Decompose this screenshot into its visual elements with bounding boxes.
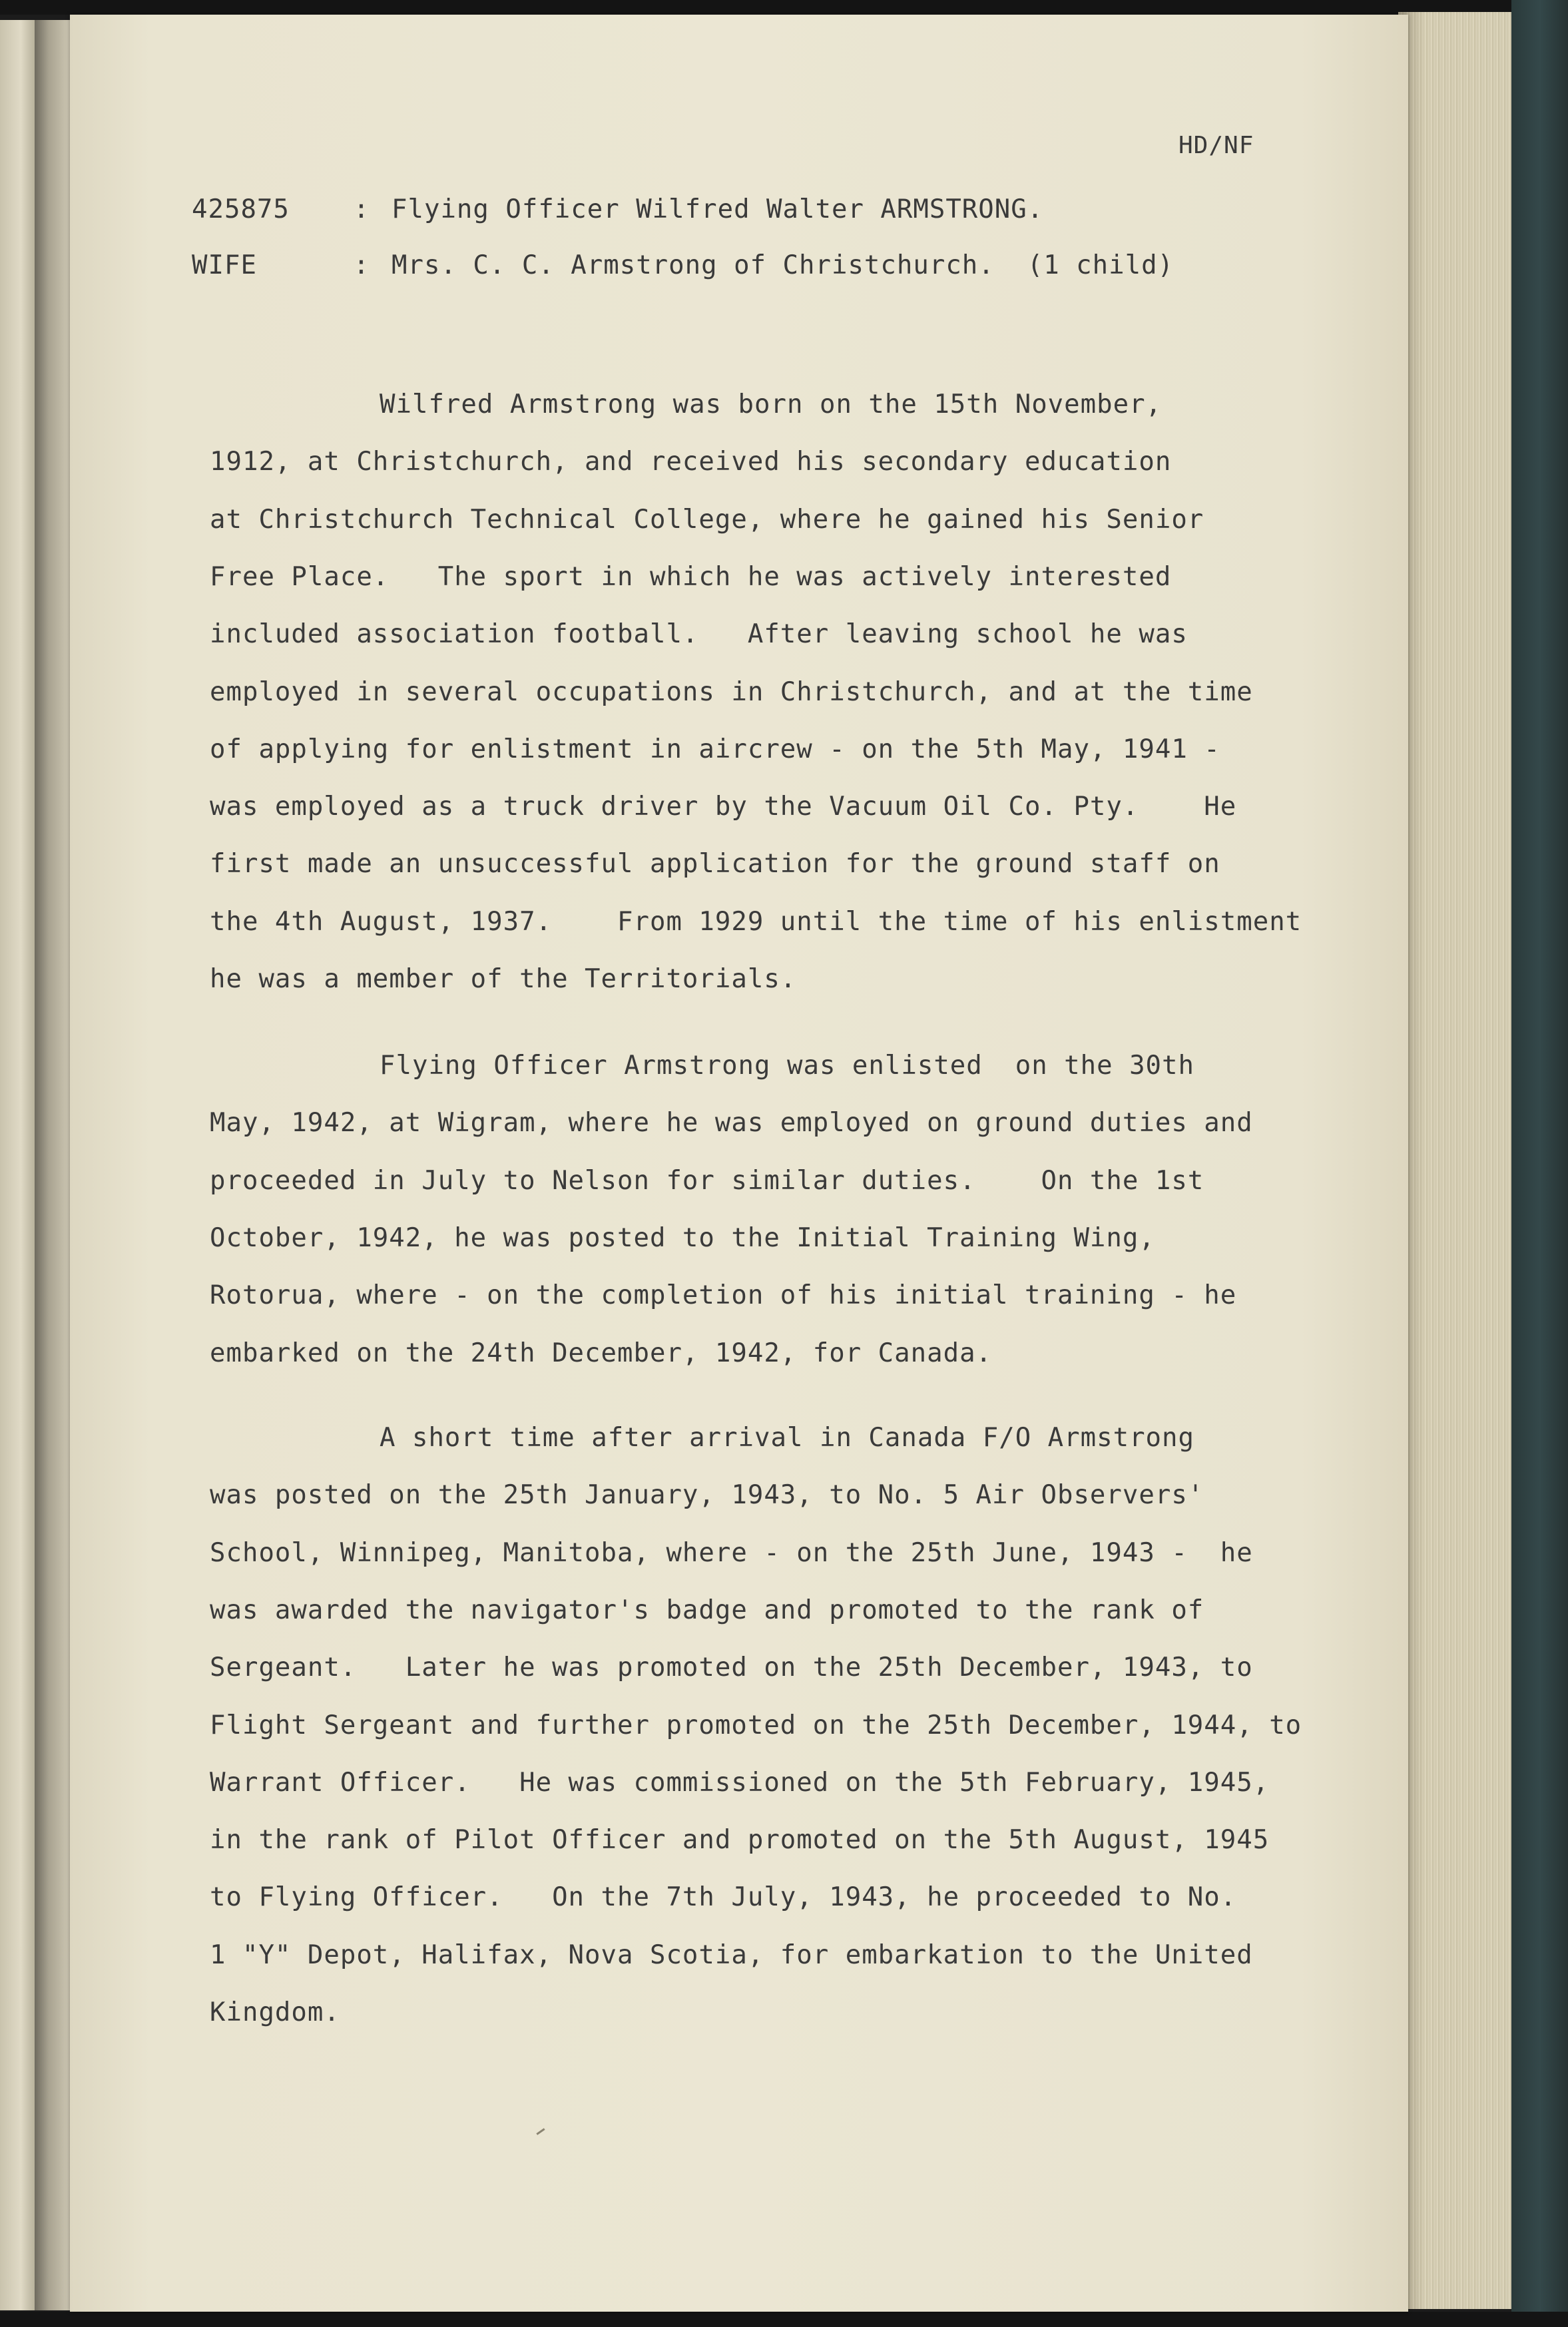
facing-page-edge — [0, 20, 35, 2310]
paragraph-1-line: of applying for enlistment in aircrew - on the 5th May, 1941 - — [210, 734, 1220, 764]
scan-background-top — [0, 0, 1568, 15]
paragraph-3-line: to Flying Officer. On the 7th July, 1943, he proceeded to No. — [210, 1882, 1237, 1912]
book-gutter — [35, 20, 75, 2310]
paragraph-1-line: Free Place. The sport in which he was actively interested — [210, 562, 1172, 592]
header-wife-line — [192, 250, 1174, 280]
paragraph-1-line: he was a member of the Territorials. — [210, 964, 797, 994]
paragraph-1-line: employed in several occupations in Christchurch, and at the time — [210, 677, 1253, 707]
paragraph-3-line: A short time after arrival in Canada F/O Armstrong — [380, 1423, 1194, 1453]
service-number: 425875 — [192, 194, 290, 224]
paragraph-1-line: at Christchurch Technical College, where he gained his Senior — [210, 505, 1204, 535]
paragraph-3-line: 1 "Y" Depot, Halifax, Nova Scotia, for embarkation to the United — [210, 1940, 1253, 1970]
paragraph-3-line: School, Winnipeg, Manitoba, where - on the 25th June, 1943 - he — [210, 1538, 1253, 1568]
paragraph-1-line: Wilfred Armstrong was born on the 15th November, — [380, 389, 1163, 419]
paragraph-2-line: May, 1942, at Wigram, where he was employed on ground duties and — [210, 1108, 1253, 1138]
paragraph-3-line: Sergeant. Later he was promoted on the 25th December, 1943, to — [210, 1653, 1253, 1682]
paragraph-3-line: was posted on the 25th January, 1943, to No. 5 Air Observers' — [210, 1480, 1204, 1510]
header-name-line — [192, 194, 1043, 224]
file-reference: HD/NF — [1178, 132, 1254, 159]
book-cover-edge — [1511, 0, 1568, 2327]
paragraph-1-line: was employed as a truck driver by the Vacuum Oil Co. Pty. He — [210, 792, 1237, 822]
paragraph-1-line: included association football. After leaving school he was — [210, 619, 1188, 649]
wife-label: WIFE — [192, 250, 257, 280]
scan-background-bottom — [0, 2312, 1568, 2327]
paragraph-2-line: Flying Officer Armstrong was enlisted on the 30th — [380, 1051, 1194, 1081]
wife-details: Mrs. C. C. Armstrong of Christchurch. (1 child) — [392, 250, 1175, 280]
paragraph-1-line: first made an unsuccessful application for the ground staff on — [210, 849, 1220, 879]
paragraph-2-line: Rotorua, where - on the completion of his initial training - he — [210, 1280, 1237, 1310]
paragraph-1-line: the 4th August, 1937. From 1929 until the time of his enlistment — [210, 907, 1302, 937]
paragraph-2-line: proceeded in July to Nelson for similar duties. On the 1st — [210, 1166, 1204, 1196]
paragraph-3-line: Kingdom. — [210, 1997, 340, 2027]
paragraph-3-line: was awarded the navigator's badge and promoted to the rank of — [210, 1595, 1204, 1625]
paragraph-2-line: embarked on the 24th December, 1942, for Canada. — [210, 1338, 993, 1368]
paragraph-3-line: in the rank of Pilot Officer and promoted on the 5th August, 1945 — [210, 1825, 1270, 1855]
header-separator: : — [353, 194, 370, 224]
paragraph-3-line: Warrant Officer. He was commissioned on the 5th February, 1945, — [210, 1768, 1270, 1798]
paragraph-3-line: Flight Sergeant and further promoted on the 25th December, 1944, to — [210, 1710, 1302, 1740]
header-separator: : — [353, 250, 370, 280]
officer-name: Flying Officer Wilfred Walter ARMSTRONG. — [392, 194, 1044, 224]
paragraph-2-line: October, 1942, he was posted to the Initial Training Wing, — [210, 1223, 1155, 1253]
paragraph-1-line: 1912, at Christchurch, and received his secondary education — [210, 447, 1172, 477]
